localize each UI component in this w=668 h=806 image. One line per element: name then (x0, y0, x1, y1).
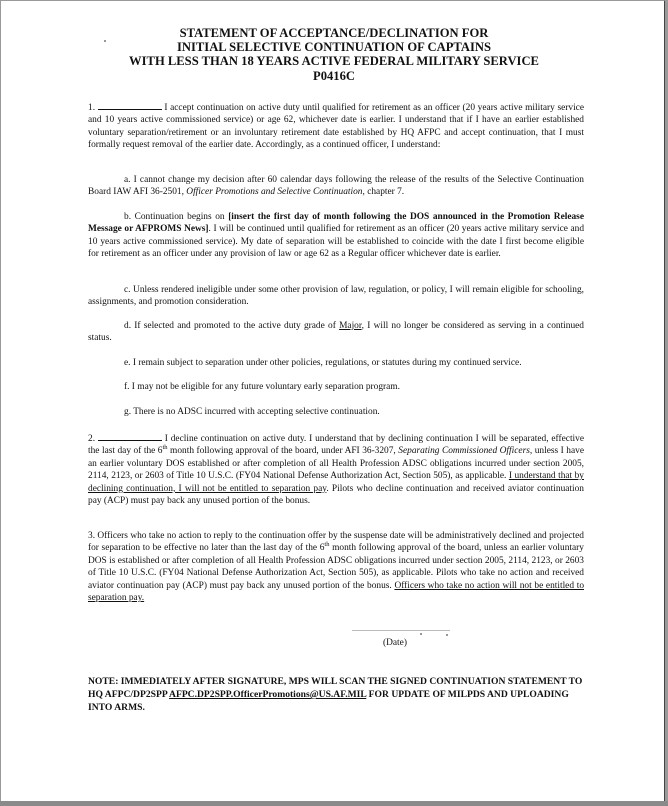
item-c (88, 284, 584, 309)
publication-title: Officer Promotions and Selective Continuation (186, 187, 363, 198)
paragraph-1 (88, 100, 584, 152)
note-text: FOR UPDATE OF MILPDS AND UPLOADING INTO ARMS. (88, 689, 569, 714)
title-line: INITIAL SELECTIVE CONTINUATION OF CAPTAINS (177, 40, 491, 55)
page-edge-bottom (0, 801, 668, 806)
title-line: STATEMENT OF ACCEPTANCE/DECLINATION FOR (179, 26, 489, 40)
insert-instruction: [insert the first day of month following the DOS announced in the Promotion Release Message or AFPROMS News] (88, 212, 584, 235)
scan-speck (446, 634, 448, 636)
date-label: (Date) (383, 638, 407, 648)
superscript: th (324, 541, 330, 549)
accept-initial-blank[interactable] (98, 100, 162, 110)
item-text: . I will be continued until qualified for retirement as an officer (20 years active military service and 10 years active commissioned service). My date of separation will be established to coincide with the date I first become eligible for retirement as an officer under any provision of law or age 62 as a Regular officer whichever date is earlier. (88, 224, 585, 260)
emphasis-text: Officers who take no action will not be entitled to separation pay. (88, 580, 585, 604)
date-signature-line[interactable] (352, 630, 450, 631)
item-f (88, 381, 584, 393)
grade-value: Major (339, 321, 362, 331)
paragraph-2 (88, 431, 584, 507)
item-text: d. If selected and promoted to the active duty grade of (124, 321, 340, 331)
item-text: e. I remain subject to separation under other policies, regulations, or statutes during my continued service. (124, 358, 522, 368)
item-text: a. I cannot change my decision after 60 calendar days following the release of the results of the Selective Continuation Board IAW AFI 36-2501, (88, 175, 584, 198)
scan-note (88, 675, 584, 715)
item-g (88, 406, 584, 418)
title-code: P0416C (313, 68, 355, 83)
paragraph-text: I accept continuation on active duty until qualified for retirement as an officer (20 years active military service and 10 years active commissioned service) or age 62, whichever date is earlier. I understand that if I have an earlier established voluntary separation/retirement or an involuntary retirement date established by HQ AFPC and accept continuation, that I must formally request removal of the earlier date. Accordingly, as a continued officer, I understand: (88, 103, 585, 151)
superscript: th (162, 444, 168, 452)
title-line: WITH LESS THAN 18 YEARS ACTIVE FEDERAL MILITARY SERVICE (129, 54, 539, 69)
item-text: f. I may not be eligible for any future voluntary early separation program. (124, 382, 400, 392)
paragraph-text: , unless I have an earlier voluntary DOS established or after completion of all Health Profession ADSC obligations incurred under section 2005, 2114, 2123, or 2603 of Title 10 U.S.C. (FY04 National Defense Authorization Act, Section 505), as applicable. (88, 446, 584, 482)
paragraph-text: 3. Officers who take no action to reply to the continuation offer by the suspense date will be administratively declined and projected for separation to be effective no later than the last day of the 6 (88, 531, 584, 554)
item-a (88, 174, 584, 199)
paragraph-number: 1. (88, 103, 96, 113)
paragraph-text: I decline continuation on active duty. I understand that by declining continuation I will be separated, effective the last day of the 6 (88, 434, 585, 457)
paragraph-3 (88, 530, 584, 604)
email-link[interactable]: AFPC.DP2SPP.OfficerPromotions@US.AF.MIL (169, 689, 367, 701)
decline-initial-blank[interactable] (98, 431, 162, 441)
item-d (88, 320, 584, 345)
document-title (40, 26, 628, 83)
paragraph-text: . Pilots who decline continuation and received aviator continuation pay (ACP) must pay back any unused portion of the bonus. (88, 483, 584, 507)
scan-speck (420, 633, 422, 635)
item-e (88, 357, 584, 369)
item-text: c. Unless rendered ineligible under some other provision of law, regulation, or policy, I will remain eligible for schooling, assignments, and promotion consideration. (88, 285, 584, 308)
paragraph-text: month following approval of the board, under AFI 36-3207, (167, 446, 399, 457)
emphasis-text: I understand that by declining continuation, I will not be entitled to separation pay (88, 471, 584, 494)
paragraph-text: month following approval of the board, unless an earlier voluntary DOS is established or after completion of all Health Profession ADSC obligations incurred under section 2005, 2114, 2123, or 2603 of Title 10 U.S.C. (FY04 National Defense Authorization Act, Section 505), as applicable. Pilots who take no action and received aviator continuation pay (ACP) must pay back any unused portion of the bonus. (88, 543, 584, 591)
paragraph-number: 2. (88, 434, 96, 444)
item-text: b. Continuation begins on (124, 212, 229, 222)
note-text: NOTE: IMMEDIATELY AFTER SIGNATURE, MPS WILL SCAN THE SIGNED CONTINUATION STATEMENT TO HQ AFPC/DP2SPP (88, 676, 583, 701)
item-text: , chapter 7. (362, 187, 405, 198)
item-text: g. There is no ADSC incurred with accepting selective continuation. (124, 407, 380, 417)
publication-title: Separating Commissioned Officers (398, 446, 530, 457)
item-text: , I will no longer be considered as serving in a continued status. (88, 321, 584, 344)
item-b (88, 211, 584, 261)
